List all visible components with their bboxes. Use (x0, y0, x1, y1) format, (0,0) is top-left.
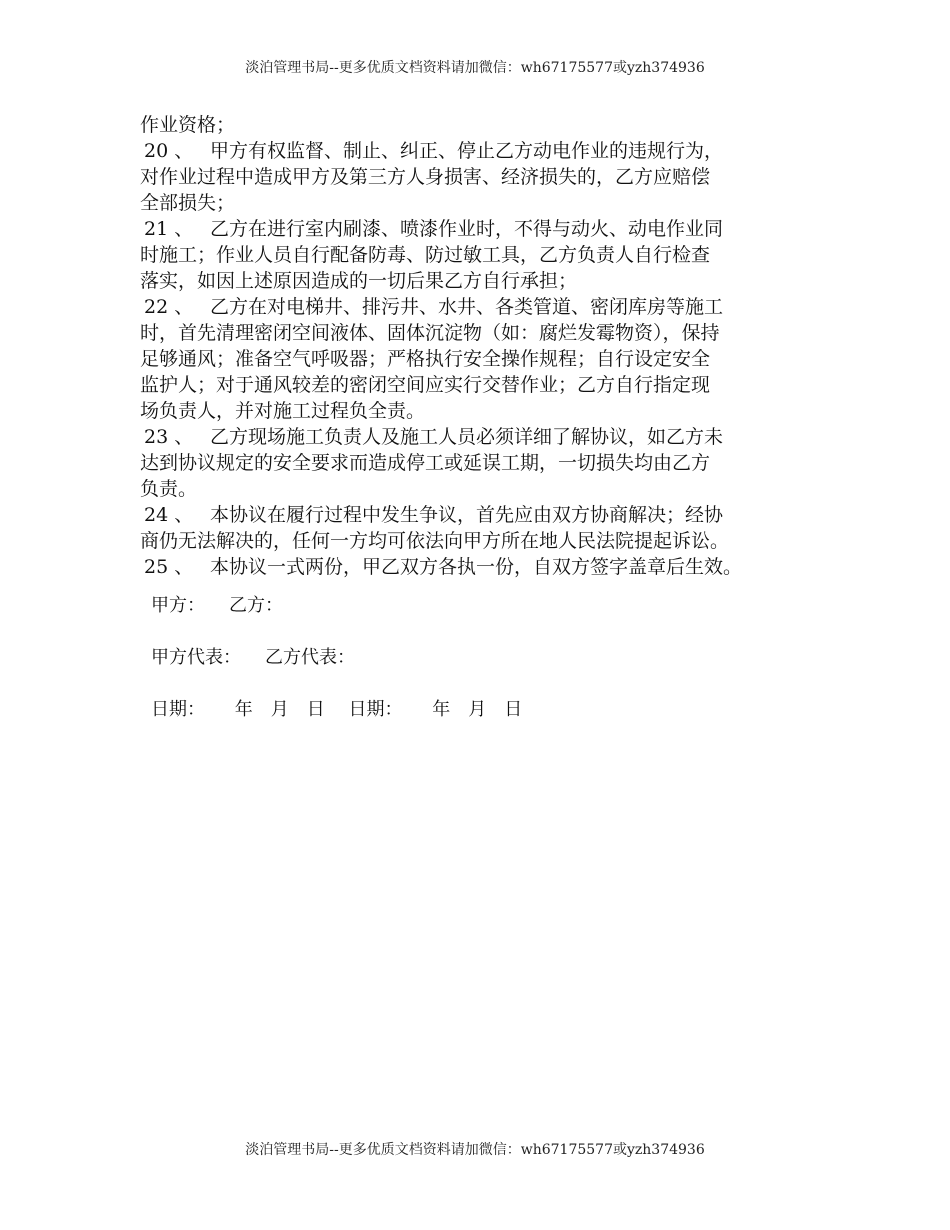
party-row (151, 593, 522, 619)
clause-20-line-1 (140, 138, 820, 164)
date-b-label: 日期： (348, 699, 403, 720)
clause-20-line-3: 全部损失； (140, 192, 236, 214)
clause-text: 本协议在履行过程中发生争议，首先应由双方协商解决；经协 (210, 504, 724, 526)
text-line: 作业资格； (140, 114, 236, 136)
clause-24-line-2: 商仍无法解决的，任何一方均可依法向甲方所在地人民法院提起诉讼。 (140, 530, 730, 552)
clause-21-line-3: 落实，如因上述原因造成的一切后果乙方自行承担； (140, 270, 578, 292)
clause-24-line-1 (140, 502, 820, 528)
day-label: 日 (306, 699, 325, 720)
clause-number: 24 、 (144, 504, 194, 526)
page-footer: 淡泊管理书局--更多优质文档资料请加微信：wh67175577或yzh374936 (245, 1142, 705, 1158)
clause-21-line-1 (140, 216, 820, 242)
clause-number: 25 、 (144, 556, 194, 578)
page-header: 淡泊管理书局--更多优质文档资料请加微信：wh67175577或yzh374936 (245, 60, 705, 76)
clause-23-line-3: 负责。 (140, 478, 198, 500)
party-a-label: 甲方： (151, 595, 205, 616)
clause-text: 乙方在进行室内刷漆、喷漆作业时，不得与动火、动电作业同 (210, 218, 724, 240)
clause-22-line-4: 监护人；对于通风较差的密闭空间应实行交替作业；乙方自行指定现 (140, 374, 711, 396)
year-label: 年 (234, 699, 253, 720)
clause-21-line-2: 时施工；作业人员自行配备防毒、防过敏工具，乙方负责人自行检查 (140, 244, 711, 266)
clause-number: 23 、 (144, 426, 194, 448)
clause-number: 22 、 (144, 296, 194, 318)
document-body (140, 112, 820, 580)
clause-22-line-2: 时，首先清理密闭空间液体、固体沉淀物（如：腐烂发霉物资），保持 (140, 322, 720, 344)
clause-25-line-1 (140, 554, 820, 580)
clause-22-line-3: 足够通风；准备空气呼吸器；严格执行安全操作规程；自行设定安全 (140, 348, 711, 370)
clause-text: 本协议一式两份，甲乙双方各执一份，自双方签字盖章后生效。 (210, 556, 743, 578)
month-label: 月 (270, 699, 289, 720)
party-b-label: 乙方： (229, 595, 283, 616)
date-a-fields (235, 697, 325, 723)
day-label: 日 (504, 699, 523, 720)
clause-number: 20 、 (144, 140, 194, 162)
clause-22-line-1 (140, 294, 820, 320)
representative-row (151, 645, 522, 671)
clause-number: 21 、 (144, 218, 194, 240)
clause-20-line-2: 对作业过程中造成甲方及第三方人身损害、经济损失的，乙方应赔偿 (140, 166, 711, 188)
date-row (151, 697, 522, 723)
date-b-fields (432, 697, 522, 723)
month-label: 月 (468, 699, 487, 720)
year-label: 年 (432, 699, 451, 720)
clause-22-line-5: 场负责人，并对施工过程负全责。 (140, 400, 426, 422)
rep-b-label: 乙方代表： (265, 647, 355, 668)
date-a-label: 日期： (151, 699, 205, 720)
clause-23-line-1 (140, 424, 820, 450)
clause-23-line-2: 达到协议规定的安全要求而造成停工或延误工期，一切损失均由乙方 (140, 452, 711, 474)
signature-block (151, 593, 522, 749)
clause-text: 甲方有权监督、制止、纠正、停止乙方动电作业的违规行为， (210, 140, 724, 162)
rep-a-label: 甲方代表： (151, 647, 241, 668)
clause-text: 乙方现场施工负责人及施工人员必须详细了解协议，如乙方未 (210, 426, 724, 448)
clause-text: 乙方在对电梯井、排污井、水井、各类管道、密闭库房等施工 (210, 296, 724, 318)
